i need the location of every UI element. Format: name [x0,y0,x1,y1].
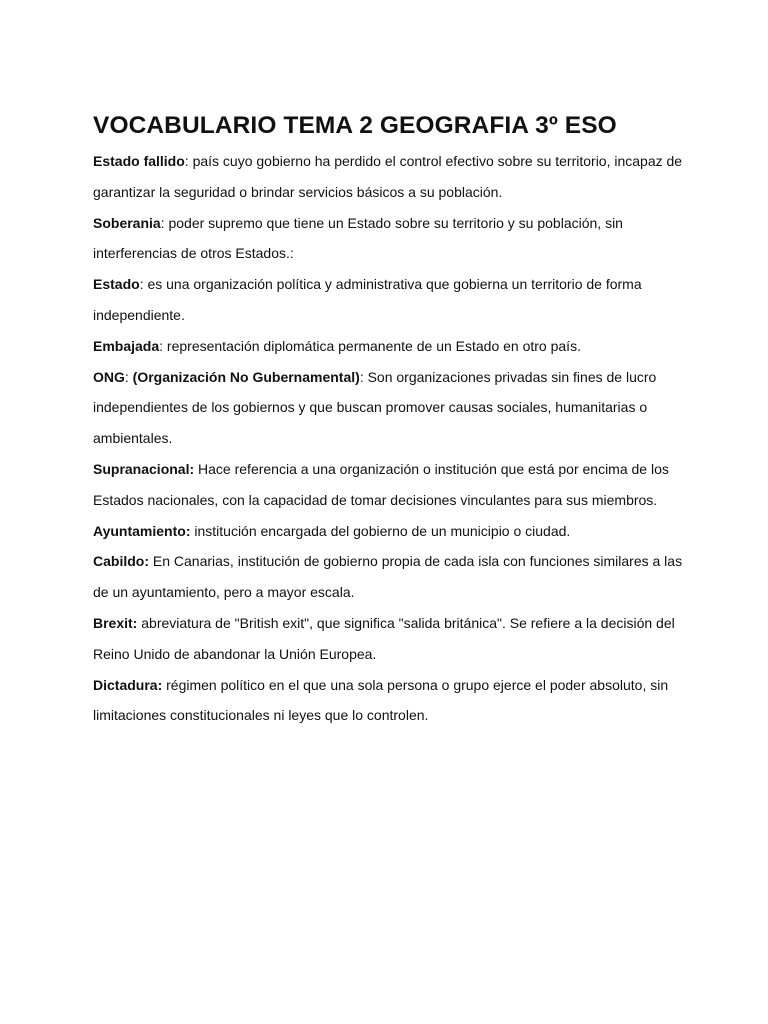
vocabulary-term: Estado fallido [93,153,185,169]
document-title: VOCABULARIO TEMA 2 GEOGRAFIA 3º ESO [93,112,617,139]
vocabulary-entry-brexit [93,608,693,670]
vocabulary-definition: : representación diplomática permanente de un Estado en otro país. [159,337,581,354]
vocabulary-definition: institución encargada del gobierno de un municipio o ciudad. [190,522,571,539]
vocabulary-list [93,146,693,731]
vocabulary-term-expansion: (Organización No Gubernamental) [132,368,360,385]
vocabulary-term: Ayuntamiento: [93,522,191,539]
vocabulary-entry-estado-fallido [93,146,693,208]
vocabulary-term: Estado [93,276,140,293]
vocabulary-entry-supranacional [93,454,693,516]
vocabulary-entry-dictadura [93,670,693,732]
vocabulary-term: Cabildo: [93,553,149,570]
vocabulary-term: ONG [93,368,125,385]
vocabulary-entry-ong [93,362,693,454]
vocabulary-entry-estado [93,269,693,331]
vocabulary-entry-ayuntamiento [93,516,693,547]
vocabulary-definition: régimen político en el que una sola persona o grupo ejerce el poder absoluto, sin limitaciones constitucionales ni leyes que lo controlen. [93,676,669,724]
vocabulary-term: Supranacional: [93,460,195,477]
vocabulary-term: Brexit: [93,614,138,631]
vocabulary-definition: : país cuyo gobierno ha perdido el control efectivo sobre su territorio, incapaz de garantizar la seguridad o brindar servicios básicos a su población. [93,153,683,200]
document-page [93,108,693,731]
vocabulary-entry-soberania [93,208,693,270]
vocabulary-term: Embajada [93,337,160,354]
vocabulary-definition: abreviatura de "British exit", que significa "salida británica". Se refiere a la decisión del Reino Unido de abandonar la Unión Europea. [93,614,675,662]
vocabulary-definition: En Canarias, institución de gobierno propia de cada isla con funciones similares a las de un ayuntamiento, pero a mayor escala. [93,553,683,601]
vocabulary-entry-cabildo [93,546,693,608]
vocabulary-definition: : es una organización política y administrativa que gobierna un territorio de forma independiente. [93,276,642,323]
vocabulary-term: Soberania [93,214,161,231]
vocabulary-separator: : [124,368,133,385]
vocabulary-definition: : poder supremo que tiene un Estado sobre su territorio y su población, sin interferencias de otros Estados.: [93,214,623,262]
vocabulary-definition: : Son organizaciones privadas sin fines de lucro independientes de los gobiernos y que buscan promover causas sociales, humanitarias o ambientales. [93,368,657,447]
vocabulary-term: Dictadura: [93,676,163,693]
vocabulary-entry-embajada [93,331,693,362]
vocabulary-definition: Hace referencia a una organización o institución que está por encima de los Estados nacionales, con la capacidad de tomar decisiones vinculantes para sus miembros. [93,460,669,508]
